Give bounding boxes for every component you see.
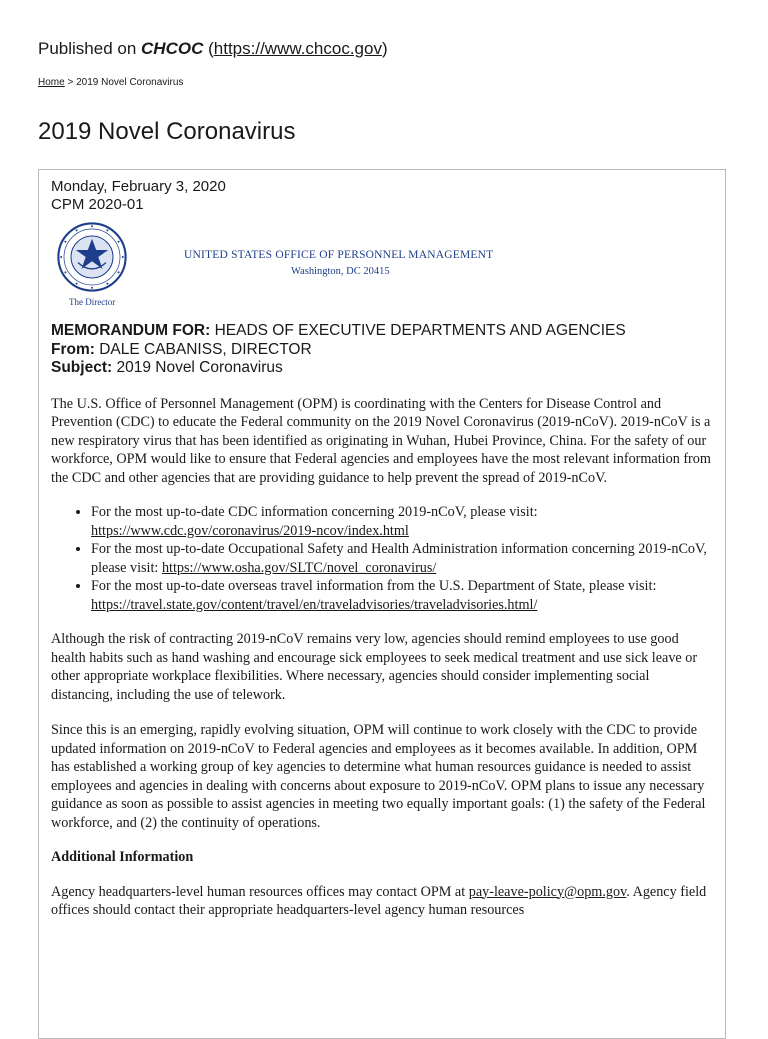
bullet-state-text: For the most up-to-date overseas travel information from the U.S. Department of State, please visit:: [91, 578, 657, 594]
page-title: 2019 Novel Coronavirus: [38, 118, 296, 145]
agency-location: Washington, DC 20415: [291, 266, 390, 277]
site-url-link[interactable]: https://www.chcoc.gov: [213, 39, 382, 58]
contact-suffix: . Agency field offices should contact their appropriate headquarters-level agency human resources: [51, 883, 707, 918]
opm-letterhead: [51, 218, 714, 314]
paragraph-risk: Although the risk of contracting 2019-nCoV remains very low, agencies should remind employees to use good health habits such as hand washing and encourage sick employees to seek medical treatment and use sick leave or other appropriate workplace flexibilities. Where necessary, agencies should consider implementing social distancing, including the use of telework.: [51, 631, 698, 703]
subject-value: 2019 Novel Coronavirus: [112, 359, 283, 376]
breadcrumb-home-link[interactable]: Home: [38, 77, 65, 88]
osha-link[interactable]: https://www.osha.gov/SLTC/novel_coronavirus/: [161, 559, 437, 576]
pay-leave-email-link[interactable]: pay-leave-policy@opm.gov: [468, 883, 627, 900]
opm-seal-icon: [57, 222, 127, 292]
cdc-link[interactable]: https://www.cdc.gov/coronavirus/2019-ncov/index.html: [91, 522, 409, 539]
bullet-osha: [91, 540, 714, 577]
memorandum-for-line: [51, 322, 714, 341]
memo-header-block: [51, 322, 714, 378]
state-travel-link[interactable]: https://travel.state.gov/content/travel/en/traveladvisories/traveladvisories.html/: [91, 596, 538, 613]
director-label: The Director: [69, 297, 116, 307]
bullet-state: [91, 577, 714, 614]
memo-date: Monday, February 3, 2020: [51, 178, 226, 195]
memo-content: [51, 178, 714, 920]
memorandum-for-label: MEMORANDUM FOR:: [51, 322, 211, 339]
published-on-line: [38, 38, 388, 60]
breadcrumb: [38, 77, 183, 89]
site-name: CHCOC: [141, 39, 204, 58]
close-paren: ): [381, 39, 388, 58]
from-line: [51, 341, 714, 360]
additional-info-heading: Additional Information: [51, 849, 194, 865]
resource-bullet-list: [51, 503, 714, 614]
published-prefix: Published on: [38, 39, 142, 58]
memo-cpm-number: CPM 2020-01: [51, 196, 144, 213]
memorandum-for-value: HEADS OF EXECUTIVE DEPARTMENTS AND AGENCIES: [210, 322, 626, 339]
paragraph-contact: [51, 883, 714, 920]
paragraph-intro: The U.S. Office of Personnel Management (OPM) is coordinating with the Centers for Disease Control and Prevention (CDC) to educate the Federal community on the 2019 Novel Coronavirus (2019-nCoV). 2019-nCoV is a new respiratory virus that has been identified as originating in Wuhan, Hubei Province, China. For the safety of our workforce, OPM would like to ensure that Federal agencies and employees have the most relevant information from the CDC and other agencies that are providing guidance to help prevent the spread of 2019-nCoV.: [51, 395, 711, 486]
paragraph-evolving: Since this is an emerging, rapidly evolving situation, OPM will continue to work closely with the CDC to provide updated information on 2019-nCoV to Federal agencies and employees as it becomes available. In addition, OPM has established a working group of key agencies to determine what human resources guidance is needed to assist employees and agencies in dealing with concerns about exposure to 2019-nCoV. OPM plans to issue any necessary guidance as soon as possible to assist agencies in meeting two equally important goals: (1) the safety of the Federal workforce, and (2) the continuity of operations.: [51, 722, 706, 831]
breadcrumb-current: 2019 Novel Coronavirus: [76, 77, 184, 88]
subject-label: Subject:: [51, 359, 113, 376]
open-paren: (: [203, 39, 214, 58]
contact-prefix: Agency headquarters-level human resources offices may contact OPM at: [51, 883, 469, 900]
subject-line: [51, 359, 714, 378]
bullet-cdc: [91, 503, 714, 540]
bullet-cdc-text: For the most up-to-date CDC information concerning 2019-nCoV, please visit:: [91, 504, 538, 520]
memo-document-box: [38, 169, 726, 1039]
bullet-osha-text: For the most up-to-date Occupational Safety and Health Administration information concerning 2019-nCoV, please visit:: [91, 541, 707, 576]
from-value: DALE CABANISS, DIRECTOR: [94, 340, 312, 358]
breadcrumb-separator: >: [64, 77, 77, 88]
agency-name: UNITED STATES OFFICE OF PERSONNEL MANAGEMENT: [184, 249, 494, 261]
from-label: From:: [51, 340, 95, 358]
